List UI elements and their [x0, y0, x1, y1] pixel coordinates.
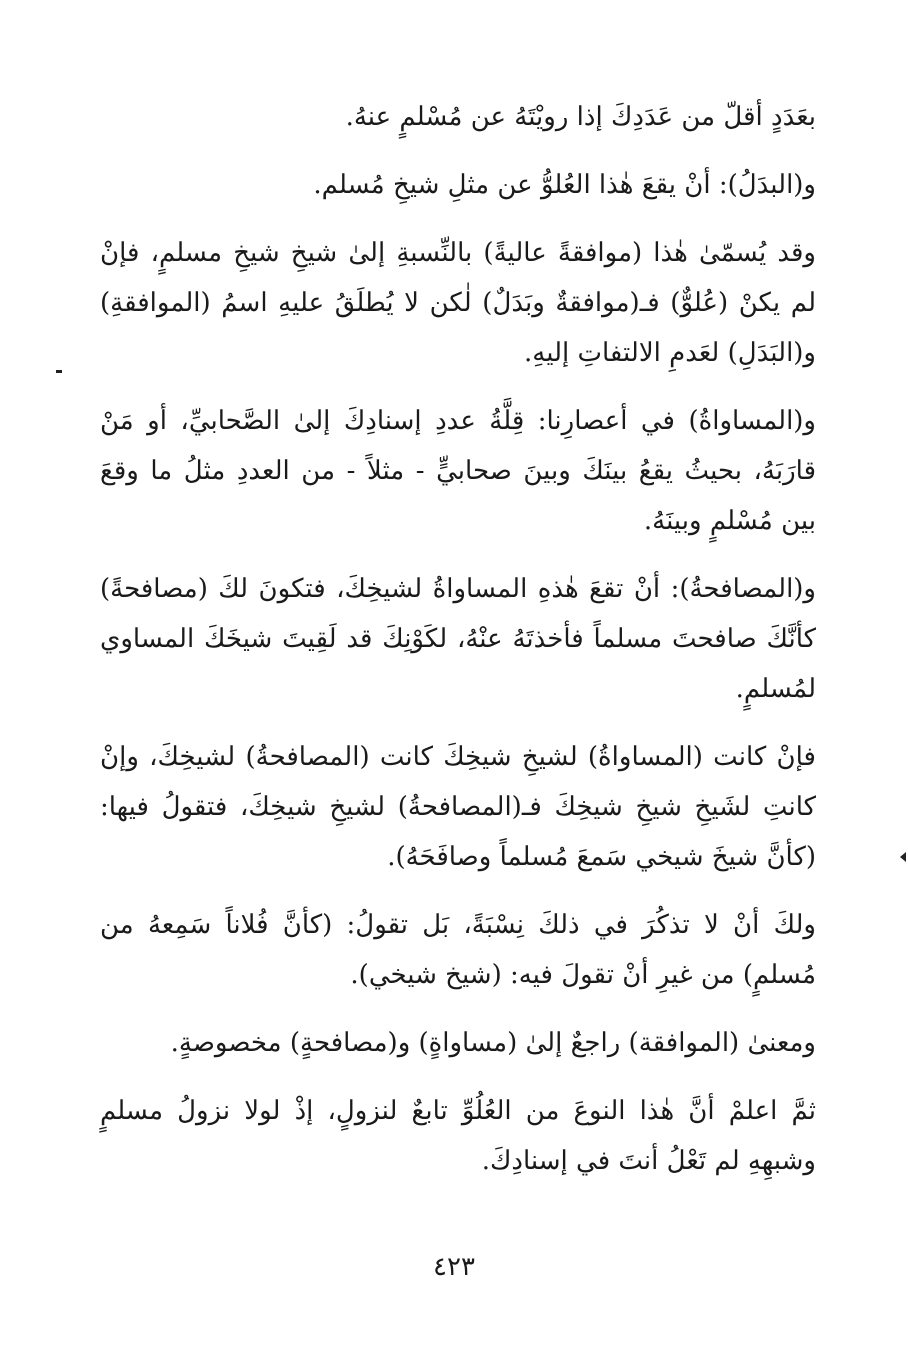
paragraph: و(البدَلُ): أنْ يقعَ هٰذا العُلوُّ عن مثلِ شيخِ مُسلم. [313, 170, 816, 200]
paragraph: ومعنىٰ (الموافقة) راجعٌ إلىٰ (مساواةٍ) و(مصافحةٍ) مخصوصةٍ. [170, 1028, 816, 1058]
scan-mark [900, 852, 906, 862]
page-number: ٤٢٣ [433, 1252, 475, 1282]
paragraph: و(المصافحةُ): أنْ تقعَ هٰذهِ المساواةُ لشيخِكَ، فتكونَ لكَ (مصافحةً) كأنَّكَ صافحتَ مسلماً فأخذتَهُ عنْهُ، لكَوْنِكَ قد لَقِيتَ شيخَكَ المساوي لمُسلمٍ. [100, 574, 816, 704]
paragraph: و(المساواةُ) في أعصارِنا: قِلَّةُ عددِ إسنادِكَ إلىٰ الصَّحابيِّ، أو مَنْ قارَبَهُ، بحيثُ يقعُ بينَكَ وبينَ صحابيٍّ - مثلاً - من العددِ مثلُ ما وقعَ بين مُسْلمٍ وبينَهُ. [100, 406, 816, 536]
paragraph: فإنْ كانت (المساواةُ) لشيخِ شيخِكَ كانت (المصافحةُ) لشيخِكَ، وإنْ كانتِ لشَيخِ شيخِ شيخِكَ فـ(المصافحةُ) لشيخِ شيخِكَ، فتقولُ فيها: (كأنَّ شيخَ شيخي سَمعَ مُسلماً وصافَحَهُ). [100, 742, 816, 872]
scan-mark [56, 370, 62, 373]
paragraph: ثمَّ اعلمْ أنَّ هٰذا النوعَ من العُلُوِّ تابعٌ لنزولٍ، إذْ لولا نزولُ مسلمٍ وشبهِهِ لم تَعْلُ أنتَ في إسنادِكَ. [100, 1096, 816, 1176]
paragraph: ولكَ أنْ لا تذكُرَ في ذلكَ نِسْبَةً، بَل تقولُ: (كأنَّ فُلاناً سَمِعهُ من مُسلمٍ) من غيرِ أنْ تقولَ فيه: (شيخ شيخي). [100, 910, 816, 990]
paragraph: وقد يُسمّىٰ هٰذا (موافقةً عاليةً) بالنِّسبةِ إلىٰ شيخِ شيخِ مسلمٍ، فإنْ لم يكنْ (عُلوٌّ) فـ(موافقةٌ وبَدَلٌ) لٰكن لا يُطلَقُ عليهِ اسمُ (الموافقةِ) و(البَدَلِ) لعَدمِ الالتفاتِ إليهِ. [100, 238, 816, 368]
paragraph: بعَدَدٍ أقلّ من عَدَدِكَ إذا رويْتَهُ عن مُسْلمٍ عنهُ. [345, 102, 816, 132]
body-text [100, 92, 816, 1186]
